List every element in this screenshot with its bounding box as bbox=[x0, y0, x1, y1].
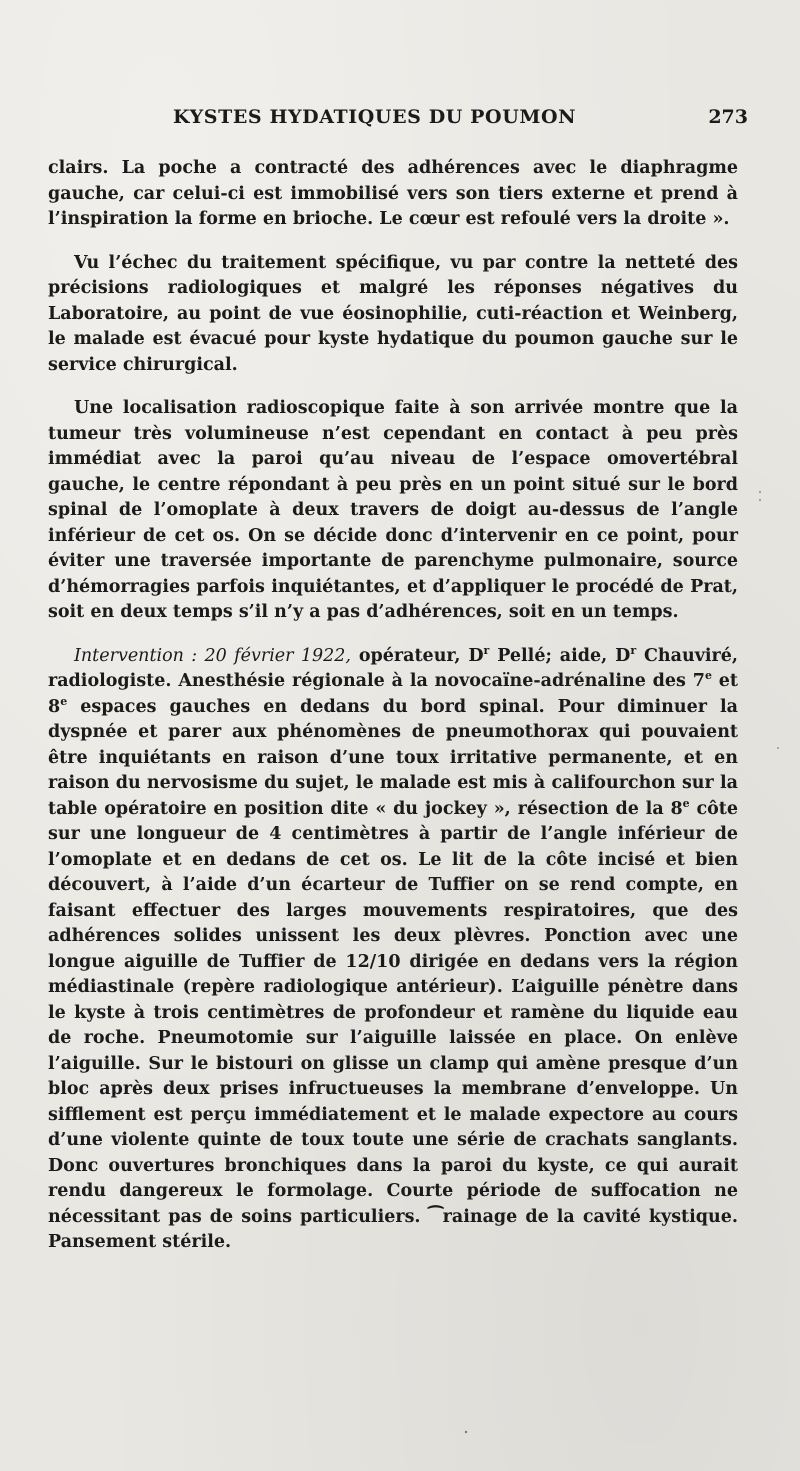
page-number: 273 bbox=[708, 106, 748, 128]
main-text bbox=[48, 156, 738, 1274]
sup-7e: e bbox=[704, 669, 712, 683]
intervention-text-h: ge de la cavité kystique. Pansement stérile. bbox=[48, 1206, 738, 1252]
intervention-text-e: espaces gauches en dedans du bord spinal. Pour diminuer la dyspnée et parer aux phénomènes de pneumothorax qui pouvaient être inquiétants en raison d’une toux irritative permanente, et en raison du nervosisme du sujet, le malade est mis à califourchon sur la table opératoire en position dite « du jockey », résection de la 8 bbox=[48, 696, 738, 819]
intervention-text-d: et 8 bbox=[48, 671, 739, 717]
paragraph-intervention bbox=[48, 644, 738, 1256]
paragraph-continuation: clairs. La poche a contracté des adhérences avec le diaphragme gauche, car celui-ci est immobilisé vers son tiers externe et prend à l’inspiration la forme en brioche. Le cœur est refoulé vers la droite ». bbox=[48, 158, 738, 229]
sup-8e: e bbox=[60, 694, 68, 708]
intervention-date: Intervention : 20 février 1922, bbox=[74, 645, 351, 666]
running-header bbox=[48, 106, 748, 136]
intervention-text-c: Chauviré, radiologiste. Anesthésie régionale à la novocaïne-adrénaline des 7 bbox=[48, 645, 738, 691]
running-title: KYSTES HYDATIQUES DU POUMON bbox=[173, 106, 577, 128]
intervention-text-b: Pellé; aide, D bbox=[489, 645, 631, 666]
sup-8e-cote: e bbox=[682, 796, 690, 810]
sup-dr-1: r bbox=[483, 643, 490, 657]
sup-dr-2: r bbox=[630, 643, 637, 657]
intervention-text-f: côte sur une longueur de 4 centimètres à partir de l’angle inférieur de l’omoplate et en dedans de cet os. Le lit de la côte incisé et bien découvert, à l’aide d’un écarteur de Tuffier on se rend compte, en faisant effectuer des larges mouvements respiratoires, que des adhérences solides unissent les deux plèvres. Ponction avec une longue aiguille de Tuffier de 12/10 dirigée en dedans vers la région médiastinale (repère radiologique antérieur). L’aiguille pénètre dans le kyste à trois centimètres de profondeur et ramène du liquide eau de roche. Pneumotomie sur l’aiguille laissée en place. On enlève l’aiguille. Sur le bistouri on glisse un clamp qui amène presque d’un bloc après deux prises infructueuses la membrane d’enveloppe. Un sifflement est perçu immédiatement et le malade expectore au cours d’une violente quinte de toux toute une série de crachats sanglants. Donc ouvertures bronchiques dans la paroi du kyste, ce qui aurait rendu dangereux le formolage. Courte période de suffocation ne nécessitant pas de soins particuliers. bbox=[48, 798, 739, 1227]
intervention-text-a: opérateur, D bbox=[350, 645, 484, 666]
intervention-text-g-damaged: ⁀raina bbox=[428, 1206, 494, 1227]
paragraph-treatment: Vu l’échec du traitement spécifique, vu par contre la netteté des précisions radiologiques et malgré les réponses négatives du Laboratoire, au point de vue éosinophilie, cuti-réaction et Weinberg, le malade est évacué pour kyste hydatique du poumon gauche sur le service chirurgical. bbox=[48, 252, 738, 375]
paragraph-localisation: Une localisation radioscopique faite à son arrivée montre que la tumeur très volumineuse n’est cependant en contact à peu près immédiat avec la paroi qu’au niveau de l’espace omovertébral gauche, le centre répondant à peu près en un point situé sur le bord spinal de l’omoplate à deux travers de doigt au-dessus de l’angle inférieur de cet os. On se décide donc d’intervenir en ce point, pour éviter une traversée importante de parenchyme pulmonaire, source d’hémorragies parfois inquiétantes, et d’appliquer le procédé de Prat, soit en deux temps s’il n’y a pas d’adhérences, soit en un temps. bbox=[48, 398, 738, 622]
